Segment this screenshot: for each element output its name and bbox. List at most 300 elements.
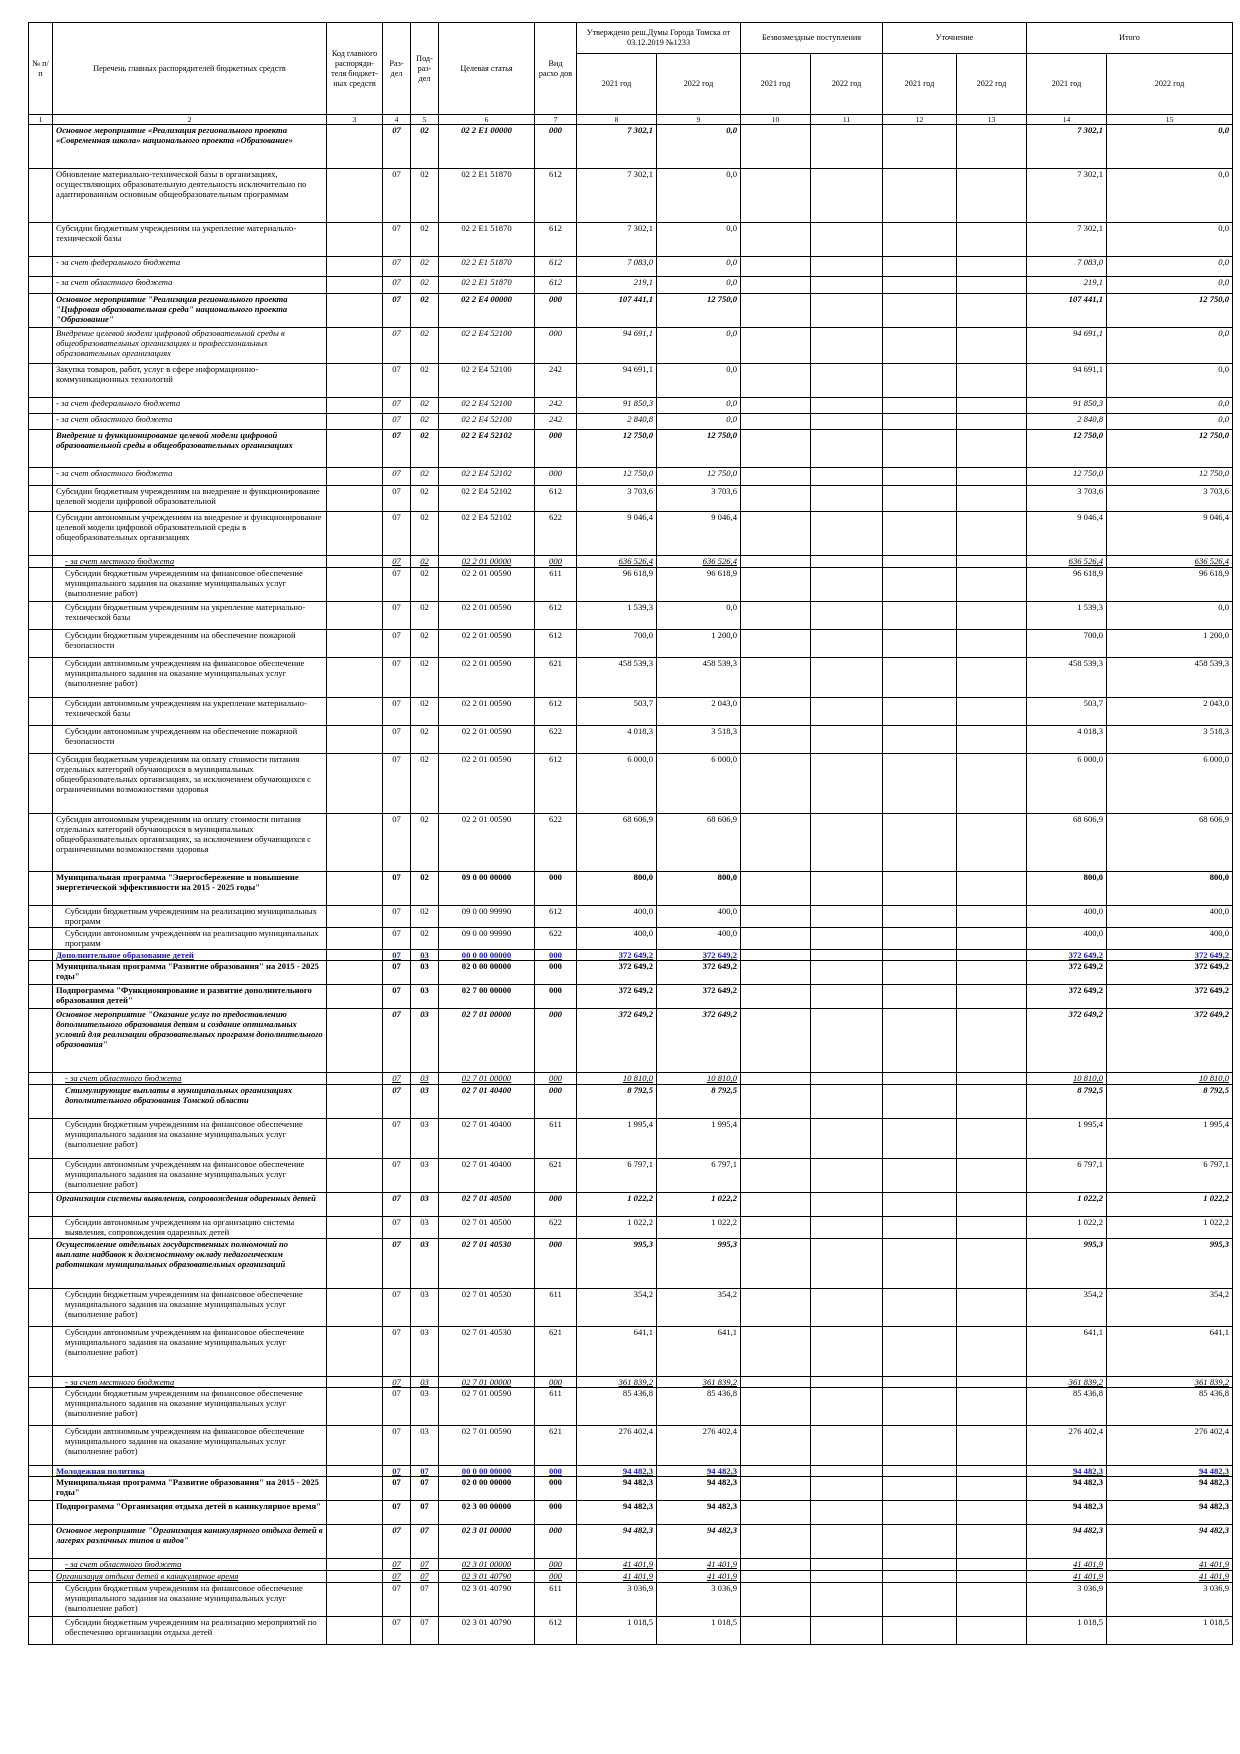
cell-razdel: 07 (383, 486, 411, 512)
cell-no (29, 414, 53, 430)
cell-free-2022 (811, 1501, 883, 1525)
table-row (29, 1073, 1233, 1085)
cell-clarif-2022 (957, 1617, 1027, 1645)
cell-podrazdel: 03 (411, 1159, 439, 1193)
header-total: Итого (1027, 23, 1233, 54)
cell-code (327, 364, 383, 398)
cell-approved-2021: 1 022,2 (577, 1193, 657, 1217)
header-vid: Вид расхо дов (535, 23, 577, 115)
cell-target: 02 2 01 00590 (439, 698, 535, 726)
cell-code (327, 1239, 383, 1289)
cell-code (327, 1571, 383, 1583)
cell-free-2021 (741, 398, 811, 414)
cell-code (327, 630, 383, 658)
cell-total-2022: 12 750,0 (1107, 430, 1233, 468)
cell-target: 02 2 E4 52102 (439, 486, 535, 512)
cell-vid: 242 (535, 364, 577, 398)
cell-clarif-2022 (957, 950, 1027, 961)
cell-target: 02 7 01 00000 (439, 1073, 535, 1085)
cell-free-2022 (811, 630, 883, 658)
cell-approved-2022: 94 482,3 (657, 1525, 741, 1559)
cell-clarif-2021 (883, 950, 957, 961)
header-free: Безвозмездные поступления (741, 23, 883, 54)
cell-no (29, 512, 53, 556)
cell-razdel: 07 (383, 414, 411, 430)
cell-approved-2021: 3 703,6 (577, 486, 657, 512)
cell-target: 02 2 E1 51870 (439, 223, 535, 257)
cell-clarif-2022 (957, 698, 1027, 726)
cell-code (327, 1159, 383, 1193)
cell-total-2022: 6 797,1 (1107, 1159, 1233, 1193)
cell-free-2021 (741, 872, 811, 906)
table-row (29, 1388, 1233, 1426)
cell-name: Основное мероприятие «Реализация регионального проекта «Современная школа» национального проекта «Образование» (53, 125, 327, 169)
cell-total-2022: 12 750,0 (1107, 468, 1233, 486)
table-row (29, 726, 1233, 754)
cell-vid: 622 (535, 1217, 577, 1239)
cell-target: 02 7 01 40400 (439, 1159, 535, 1193)
cell-podrazdel: 02 (411, 512, 439, 556)
table-row (29, 1571, 1233, 1583)
table-row (29, 1193, 1233, 1217)
cell-approved-2022: 636 526,4 (657, 556, 741, 568)
cell-vid: 000 (535, 125, 577, 169)
cell-clarif-2022 (957, 814, 1027, 872)
cell-free-2021 (741, 1571, 811, 1583)
cell-no (29, 468, 53, 486)
table-row (29, 698, 1233, 726)
cell-razdel: 07 (383, 1501, 411, 1525)
cell-code (327, 754, 383, 814)
cell-name: Субсидии автономным учреждениям на внедрение и функционирование целевой модели цифровой образовательной среды в общеобразовательных организациях (53, 512, 327, 556)
cell-code (327, 414, 383, 430)
cell-razdel: 07 (383, 1466, 411, 1477)
cell-target: 02 2 E4 52100 (439, 364, 535, 398)
cell-no (29, 1009, 53, 1073)
table-row (29, 430, 1233, 468)
cell-free-2021 (741, 1085, 811, 1119)
cell-target: 02 7 01 00000 (439, 1009, 535, 1073)
cell-total-2022: 85 436,8 (1107, 1388, 1233, 1426)
cell-podrazdel: 02 (411, 257, 439, 277)
cell-clarif-2022 (957, 1159, 1027, 1193)
cell-clarif-2021 (883, 1085, 957, 1119)
cell-free-2021 (741, 568, 811, 602)
cell-clarif-2021 (883, 658, 957, 698)
cell-total-2021: 3 036,9 (1027, 1583, 1107, 1617)
cell-razdel: 07 (383, 1239, 411, 1289)
column-number: 4 (383, 115, 411, 125)
cell-approved-2022: 3 518,3 (657, 726, 741, 754)
table-row (29, 568, 1233, 602)
cell-approved-2022: 1 018,5 (657, 1617, 741, 1645)
cell-total-2022: 636 526,4 (1107, 556, 1233, 568)
cell-approved-2021: 1 539,3 (577, 602, 657, 630)
cell-clarif-2022 (957, 1239, 1027, 1289)
cell-code (327, 1477, 383, 1501)
cell-free-2022 (811, 1426, 883, 1466)
cell-total-2022: 6 000,0 (1107, 754, 1233, 814)
cell-total-2021: 354,2 (1027, 1289, 1107, 1327)
cell-code (327, 1289, 383, 1327)
cell-target: 02 2 01 00590 (439, 814, 535, 872)
cell-no (29, 1073, 53, 1085)
cell-approved-2021: 107 441,1 (577, 294, 657, 328)
cell-total-2022: 94 482,3 (1107, 1466, 1233, 1477)
cell-vid: 000 (535, 872, 577, 906)
cell-total-2021: 1 539,3 (1027, 602, 1107, 630)
cell-name: Муниципальная программа "Развитие образования" на 2015 - 2025 годы" (53, 961, 327, 985)
cell-podrazdel: 02 (411, 294, 439, 328)
cell-podrazdel: 02 (411, 658, 439, 698)
cell-total-2022: 1 995,4 (1107, 1119, 1233, 1159)
cell-razdel: 07 (383, 1085, 411, 1119)
cell-target: 02 2 01 00590 (439, 630, 535, 658)
table-row (29, 1377, 1233, 1388)
cell-free-2022 (811, 430, 883, 468)
cell-clarif-2022 (957, 257, 1027, 277)
cell-name: Субсидии бюджетным учреждениям на финансовое обеспечение муниципального задания на оказание муниципальных услуг (выполнение работ) (53, 1583, 327, 1617)
cell-clarif-2021 (883, 223, 957, 257)
cell-total-2021: 372 649,2 (1027, 950, 1107, 961)
cell-free-2022 (811, 1377, 883, 1388)
cell-podrazdel: 07 (411, 1617, 439, 1645)
cell-total-2022: 995,3 (1107, 1239, 1233, 1289)
column-number: 6 (439, 115, 535, 125)
cell-target: 02 2 E4 52102 (439, 468, 535, 486)
cell-free-2021 (741, 486, 811, 512)
cell-free-2021 (741, 1583, 811, 1617)
cell-no (29, 1193, 53, 1217)
header-year: 2021 год (883, 54, 957, 115)
cell-clarif-2022 (957, 658, 1027, 698)
cell-free-2021 (741, 1159, 811, 1193)
cell-code (327, 328, 383, 364)
cell-clarif-2022 (957, 1501, 1027, 1525)
cell-total-2021: 85 436,8 (1027, 1388, 1107, 1426)
cell-approved-2022: 372 649,2 (657, 950, 741, 961)
cell-total-2021: 68 606,9 (1027, 814, 1107, 872)
cell-razdel: 07 (383, 872, 411, 906)
cell-approved-2022: 0,0 (657, 414, 741, 430)
cell-razdel: 07 (383, 1477, 411, 1501)
column-number: 8 (577, 115, 657, 125)
cell-approved-2022: 41 401,9 (657, 1571, 741, 1583)
cell-approved-2022: 94 482,3 (657, 1501, 741, 1525)
cell-free-2021 (741, 169, 811, 223)
cell-total-2021: 1 022,2 (1027, 1217, 1107, 1239)
cell-approved-2022: 85 436,8 (657, 1388, 741, 1426)
cell-clarif-2022 (957, 568, 1027, 602)
cell-clarif-2021 (883, 556, 957, 568)
cell-name: - за счет федерального бюджета (53, 257, 327, 277)
cell-name: Молодежная политика (53, 1466, 327, 1477)
cell-name: Внедрение целевой модели цифровой образовательной среды в общеобразовательных организациях и профессиональных образовательных организациях (53, 328, 327, 364)
cell-name: Подпрограмма "Организация отдыха детей в каникулярное время" (53, 1501, 327, 1525)
cell-target: 02 0 00 00000 (439, 1477, 535, 1501)
cell-approved-2021: 2 840,8 (577, 414, 657, 430)
cell-approved-2022: 68 606,9 (657, 814, 741, 872)
cell-vid: 000 (535, 950, 577, 961)
cell-approved-2021: 96 618,9 (577, 568, 657, 602)
cell-clarif-2021 (883, 872, 957, 906)
cell-total-2022: 372 649,2 (1107, 985, 1233, 1009)
cell-approved-2021: 372 649,2 (577, 950, 657, 961)
cell-name: Стимулирующие выплаты в муниципальных организациях дополнительного образования Томской области (53, 1085, 327, 1119)
cell-razdel: 07 (383, 1193, 411, 1217)
cell-clarif-2021 (883, 468, 957, 486)
table-row (29, 754, 1233, 814)
cell-free-2022 (811, 754, 883, 814)
cell-clarif-2022 (957, 1388, 1027, 1426)
cell-approved-2021: 6 000,0 (577, 754, 657, 814)
cell-target: 02 7 01 00590 (439, 1388, 535, 1426)
cell-clarif-2021 (883, 1239, 957, 1289)
cell-clarif-2021 (883, 1477, 957, 1501)
cell-name: Субсидии автономным учреждениям на обеспечение пожарной безопасности (53, 726, 327, 754)
table-row (29, 364, 1233, 398)
cell-total-2021: 9 046,4 (1027, 512, 1107, 556)
cell-free-2022 (811, 1477, 883, 1501)
cell-approved-2021: 1 022,2 (577, 1217, 657, 1239)
cell-name: Субсидии автономным учреждениям на финансовое обеспечение муниципального задания на оказание муниципальных услуг (выполнение работ) (53, 658, 327, 698)
cell-clarif-2021 (883, 698, 957, 726)
cell-free-2021 (741, 277, 811, 294)
cell-total-2022: 1 022,2 (1107, 1217, 1233, 1239)
cell-total-2021: 94 482,3 (1027, 1501, 1107, 1525)
cell-vid: 622 (535, 814, 577, 872)
cell-approved-2022: 6 797,1 (657, 1159, 741, 1193)
cell-no (29, 1477, 53, 1501)
cell-approved-2022: 94 482,3 (657, 1477, 741, 1501)
cell-free-2021 (741, 364, 811, 398)
column-number: 13 (957, 115, 1027, 125)
cell-no (29, 872, 53, 906)
cell-total-2022: 361 839,2 (1107, 1377, 1233, 1388)
table-row (29, 1583, 1233, 1617)
cell-target: 02 2 01 00590 (439, 568, 535, 602)
cell-free-2021 (741, 125, 811, 169)
cell-podrazdel: 03 (411, 1239, 439, 1289)
cell-free-2021 (741, 414, 811, 430)
cell-razdel: 07 (383, 468, 411, 486)
cell-approved-2022: 0,0 (657, 257, 741, 277)
cell-clarif-2022 (957, 1583, 1027, 1617)
cell-code (327, 430, 383, 468)
cell-podrazdel: 02 (411, 568, 439, 602)
cell-approved-2021: 91 850,3 (577, 398, 657, 414)
cell-total-2022: 276 402,4 (1107, 1426, 1233, 1466)
cell-approved-2021: 68 606,9 (577, 814, 657, 872)
cell-name: Организация отдыха детей в каникулярное время (53, 1571, 327, 1583)
cell-podrazdel: 07 (411, 1525, 439, 1559)
cell-approved-2022: 12 750,0 (657, 294, 741, 328)
cell-target: 00 0 00 00000 (439, 950, 535, 961)
cell-podrazdel: 02 (411, 328, 439, 364)
cell-code (327, 1501, 383, 1525)
cell-clarif-2022 (957, 125, 1027, 169)
cell-name: - за счет областного бюджета (53, 414, 327, 430)
table-row (29, 414, 1233, 430)
cell-clarif-2022 (957, 1525, 1027, 1559)
cell-free-2022 (811, 512, 883, 556)
cell-razdel: 07 (383, 961, 411, 985)
cell-approved-2022: 96 618,9 (657, 568, 741, 602)
cell-approved-2022: 41 401,9 (657, 1559, 741, 1571)
cell-clarif-2021 (883, 430, 957, 468)
cell-name: Субсидии бюджетным учреждениям на укрепление материально-технической базы (53, 223, 327, 257)
header-year: 2022 год (1107, 54, 1233, 115)
cell-clarif-2022 (957, 985, 1027, 1009)
cell-target: 02 2 01 00590 (439, 602, 535, 630)
table-row (29, 1085, 1233, 1119)
cell-free-2021 (741, 1119, 811, 1159)
cell-target: 09 0 00 99990 (439, 928, 535, 950)
cell-free-2021 (741, 1073, 811, 1085)
cell-name: - за счет местного бюджета (53, 1377, 327, 1388)
cell-code (327, 223, 383, 257)
cell-clarif-2021 (883, 1501, 957, 1525)
cell-total-2022: 372 649,2 (1107, 961, 1233, 985)
column-number: 15 (1107, 115, 1233, 125)
cell-code (327, 277, 383, 294)
cell-free-2021 (741, 928, 811, 950)
cell-approved-2021: 636 526,4 (577, 556, 657, 568)
cell-approved-2022: 12 750,0 (657, 468, 741, 486)
cell-approved-2021: 1 018,5 (577, 1617, 657, 1645)
cell-podrazdel: 07 (411, 1477, 439, 1501)
cell-total-2021: 361 839,2 (1027, 1377, 1107, 1388)
cell-clarif-2021 (883, 1009, 957, 1073)
cell-name: Субсидии бюджетным учреждениям на обеспечение пожарной безопасности (53, 630, 327, 658)
cell-free-2021 (741, 1217, 811, 1239)
cell-vid: 621 (535, 1327, 577, 1377)
cell-total-2022: 0,0 (1107, 223, 1233, 257)
cell-approved-2022: 8 792,5 (657, 1085, 741, 1119)
table-body (29, 125, 1233, 1645)
cell-target: 02 2 01 00590 (439, 754, 535, 814)
cell-razdel: 07 (383, 950, 411, 961)
cell-vid: 621 (535, 1159, 577, 1193)
cell-no (29, 630, 53, 658)
cell-approved-2021: 641,1 (577, 1327, 657, 1377)
cell-total-2021: 7 302,1 (1027, 223, 1107, 257)
cell-clarif-2022 (957, 328, 1027, 364)
cell-approved-2021: 41 401,9 (577, 1559, 657, 1571)
cell-free-2021 (741, 1009, 811, 1073)
cell-podrazdel: 02 (411, 698, 439, 726)
cell-approved-2021: 7 302,1 (577, 125, 657, 169)
cell-free-2022 (811, 1289, 883, 1327)
budget-table (28, 22, 1233, 1645)
cell-total-2022: 0,0 (1107, 364, 1233, 398)
cell-total-2021: 372 649,2 (1027, 961, 1107, 985)
cell-vid: 000 (535, 1193, 577, 1217)
cell-target: 02 2 E4 00000 (439, 294, 535, 328)
cell-razdel: 07 (383, 906, 411, 928)
cell-total-2022: 3 518,3 (1107, 726, 1233, 754)
cell-approved-2022: 3 703,6 (657, 486, 741, 512)
cell-free-2021 (741, 726, 811, 754)
cell-total-2021: 12 750,0 (1027, 430, 1107, 468)
cell-total-2021: 276 402,4 (1027, 1426, 1107, 1466)
cell-name: Субсидии бюджетным учреждениям на реализацию мероприятий по обеспечению организации отдыха детей (53, 1617, 327, 1645)
cell-code (327, 726, 383, 754)
cell-free-2021 (741, 630, 811, 658)
cell-free-2022 (811, 1085, 883, 1119)
cell-clarif-2022 (957, 1327, 1027, 1377)
table-row (29, 277, 1233, 294)
cell-approved-2021: 400,0 (577, 928, 657, 950)
cell-razdel: 07 (383, 430, 411, 468)
cell-free-2021 (741, 512, 811, 556)
cell-name: Субсидии бюджетным учреждениям на финансовое обеспечение муниципального задания на оказание муниципальных услуг (выполнение работ) (53, 1119, 327, 1159)
table-row (29, 906, 1233, 928)
cell-clarif-2022 (957, 398, 1027, 414)
cell-name: Субсидии автономным учреждениям на реализацию муниципальных программ (53, 928, 327, 950)
cell-podrazdel: 07 (411, 1501, 439, 1525)
cell-vid: 000 (535, 1073, 577, 1085)
cell-razdel: 07 (383, 125, 411, 169)
cell-free-2022 (811, 872, 883, 906)
cell-approved-2022: 372 649,2 (657, 1009, 741, 1073)
cell-razdel: 07 (383, 985, 411, 1009)
cell-no (29, 1501, 53, 1525)
cell-code (327, 602, 383, 630)
cell-no (29, 1559, 53, 1571)
cell-free-2022 (811, 169, 883, 223)
cell-total-2022: 96 618,9 (1107, 568, 1233, 602)
cell-total-2021: 91 850,3 (1027, 398, 1107, 414)
cell-clarif-2022 (957, 1085, 1027, 1119)
cell-free-2021 (741, 814, 811, 872)
cell-free-2022 (811, 906, 883, 928)
cell-total-2022: 800,0 (1107, 872, 1233, 906)
cell-free-2022 (811, 1159, 883, 1193)
cell-total-2021: 94 691,1 (1027, 364, 1107, 398)
cell-free-2022 (811, 468, 883, 486)
cell-free-2022 (811, 1571, 883, 1583)
table-row (29, 1289, 1233, 1327)
cell-vid: 000 (535, 468, 577, 486)
cell-total-2021: 372 649,2 (1027, 1009, 1107, 1073)
cell-total-2021: 219,1 (1027, 277, 1107, 294)
cell-name: Субсидии автономным учреждениям на укрепление материально-технической базы (53, 698, 327, 726)
column-number: 5 (411, 115, 439, 125)
table-row (29, 1119, 1233, 1159)
table-row (29, 814, 1233, 872)
cell-clarif-2022 (957, 961, 1027, 985)
cell-approved-2021: 85 436,8 (577, 1388, 657, 1426)
table-row (29, 1525, 1233, 1559)
cell-no (29, 277, 53, 294)
table-row (29, 872, 1233, 906)
cell-clarif-2022 (957, 630, 1027, 658)
cell-approved-2022: 1 200,0 (657, 630, 741, 658)
cell-free-2022 (811, 1525, 883, 1559)
cell-code (327, 1388, 383, 1426)
cell-approved-2022: 10 810,0 (657, 1073, 741, 1085)
cell-podrazdel: 07 (411, 1466, 439, 1477)
cell-free-2022 (811, 602, 883, 630)
cell-podrazdel: 07 (411, 1571, 439, 1583)
cell-free-2022 (811, 486, 883, 512)
cell-name: Обновление материально-технической базы в организациях, осуществляющих образовательную деятельность исключительно по адаптированным основным общеобразовательным программам (53, 169, 327, 223)
cell-free-2021 (741, 1559, 811, 1571)
cell-code (327, 906, 383, 928)
cell-razdel: 07 (383, 726, 411, 754)
cell-approved-2022: 94 482,3 (657, 1466, 741, 1477)
